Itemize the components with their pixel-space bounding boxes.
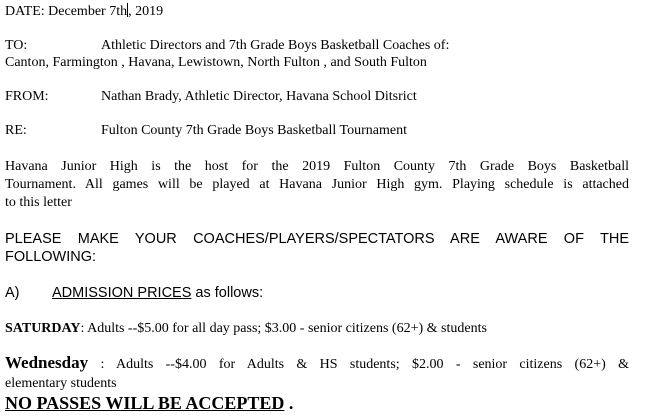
from-line [5, 88, 417, 105]
notice-line-1: PLEASE MAKE YOUR COACHES/PLAYERS/SPECTATORS ARE AWARE OF THE [5, 231, 629, 247]
admission-suffix: as follows: [191, 285, 264, 301]
date-value-part: December 7th [48, 4, 128, 19]
saturday-text: : Adults --$5.00 for all day pass; $3.00 - senior citizens (62+) & students [80, 321, 487, 336]
no-passes-notice [5, 393, 293, 416]
admission-item [5, 285, 263, 302]
saturday-label: SATURDAY [5, 321, 81, 336]
re-value: Fulton County 7th Grade Boys Basketball Tournament [101, 123, 407, 138]
to-line [5, 37, 449, 54]
re-line [5, 122, 407, 139]
from-value: Nathan Brady, Athletic Director, Havana School Ditsrict [101, 89, 417, 104]
intro-line-3: to this letter [5, 195, 72, 210]
to-value: Athletic Directors and 7th Grade Boys Basketball Coaches of: [101, 38, 450, 53]
to-schools-line [5, 54, 427, 71]
intro-line-1: Havana Junior High is the host for the 2019 Fulton County 7th Grade Boys Basketball [5, 159, 629, 174]
no-passes-text: NO PASSES WILL BE ACCEPTED [5, 393, 285, 413]
admission-heading: ADMISSION PRICES [52, 285, 192, 301]
from-label: FROM: [5, 89, 49, 104]
date-value [48, 4, 163, 19]
item-a-marker: A) [5, 285, 20, 301]
notice-line-2: FOLLOWING: [5, 249, 97, 265]
date-value-year: , 2019 [128, 4, 164, 19]
date-line [5, 3, 163, 20]
date-label: DATE: [5, 4, 45, 19]
wednesday-label: Wednesday [5, 353, 89, 372]
wednesday-prices [5, 353, 629, 375]
wednesday-text: : Adults --$4.00 for Adults & HS students; $2.00 - senior citizens (62+) & [88, 357, 629, 372]
wednesday-prices-cont: elementary students [5, 376, 117, 391]
no-passes-period: . [284, 393, 294, 413]
to-label: TO: [5, 38, 28, 53]
saturday-prices [5, 320, 487, 337]
re-label: RE: [5, 123, 27, 138]
to-schools: Canton, Farmington , Havana, Lewistown, North Fulton , and South Fulton [5, 55, 427, 70]
intro-line-2: Tournament. All games will be played at Havana Junior High gym. Playing schedule is attached [5, 177, 629, 192]
